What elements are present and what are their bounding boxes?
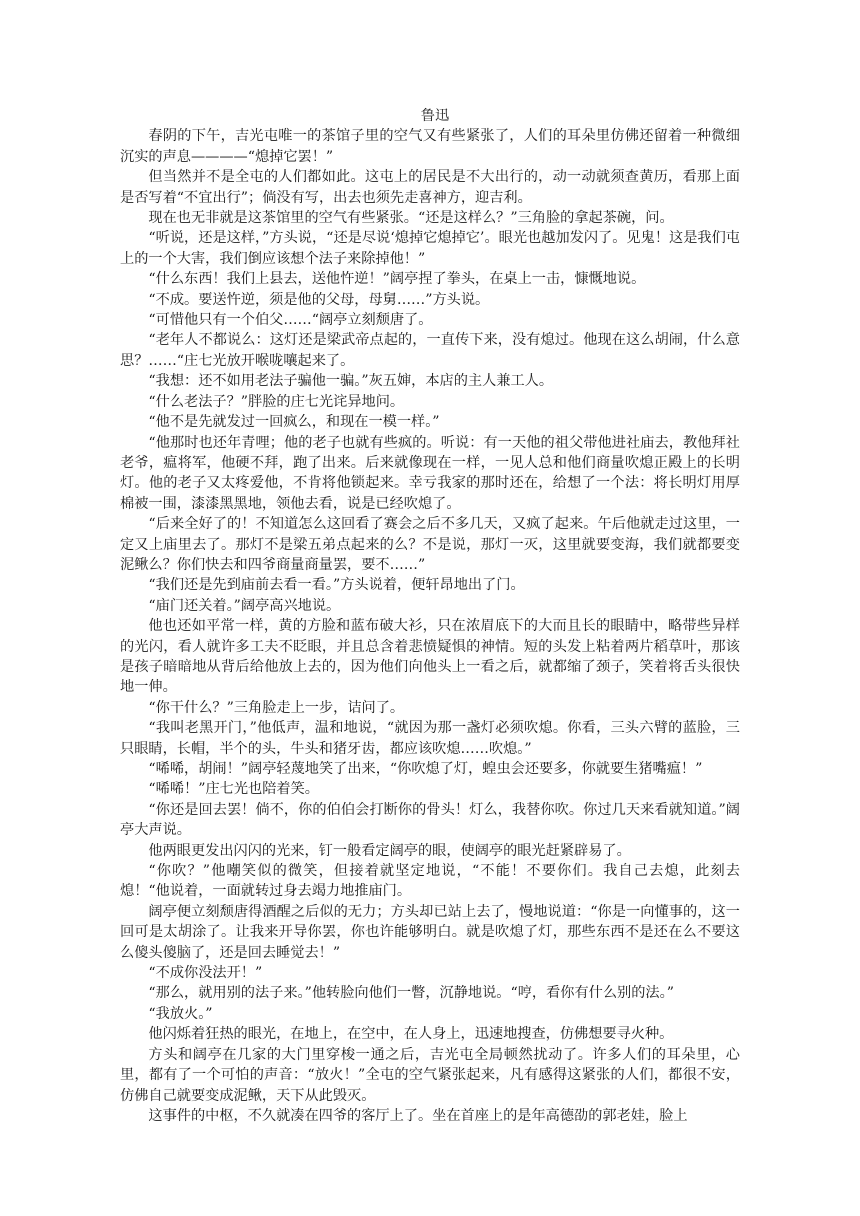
paragraph: “唏唏，胡闹！”阔亭轻蔑地笑了出来，“你吹熄了灯，蝗虫会还要多，你就要生猪嘴瘟！” [148,761,703,777]
paragraph: “什么老法子？”胖脸的庄七光诧异地问。 [148,393,405,410]
paragraph: 现在也无非就是这茶馆里的空气有些紧张。“还是这样么？”三角脸的拿起茶碗，问。 [148,210,674,227]
author-name: 鲁迅 [420,108,450,124]
paragraph: “老年人不都说么：这灯还是梁武帝点起的，一直传下来，没有熄过。他现在这么胡闹，什么意思？……“庄七光放开喉咙嚷起来了。 [120,332,740,369]
paragraph: “什么东西！我们上县去，送他忤逆！”阔亭捏了拳头，在桌上一击，慷慨地说。 [148,271,646,288]
paragraph: “他不是先就发过一回疯么，和现在一模一样。” [148,414,440,431]
paragraph: 方头和阔亭在几家的大门里穿梭一通之后，吉光屯全局顿然扰动了。许多人们的耳朵里，心里，都有了一个可怕的声音：“放火！”全屯的空气紧张起来，凡有感得这紧张的人们，都很不安，仿佛自己就要变成泥鳅，天下从此毁灭。 [120,1046,740,1104]
paragraph: “不成你没法开！” [148,965,263,982]
paragraph: “唏唏！”庄七光也陪着笑。 [148,781,319,798]
paragraph: 他闪烁着狂热的眼光，在地上，在空中，在人身上，迅速地搜查，仿佛想要寻火种。 [148,1026,674,1043]
paragraph: “不成。要送忤逆，须是他的父母，母舅……”方头说。 [148,291,490,308]
paragraph: “他那时也还年青哩；他的老子也就有些疯的。听说：有一天他的祖父带他进社庙去，教他拜社老爷，瘟将军，他硬不拜，跑了出来。后来就像现在一样，一见人总和他们商量吹熄正殿上的长明灯。他的老子又太疼爱他，不肯将他锁起来。幸亏我家的那时还在，给想了一个法：将长明灯用厚棉被一围，漆漆黑黑地，领他去看，说是已经吹熄了。 [120,434,740,512]
paragraph: “后来全好了的！不知道怎么这回看了赛会之后不多几天，又疯了起来。午后他就走过这里，一定又上庙里去了。那灯不是梁五弟点起来的么？不是说，那灯一灭，这里就要变海，我们就都要变泥鳅么？你们快去和四爷商量商量罢，要不……” [120,516,740,573]
paragraph: “可惜他只有一个伯父……“阔亭立刻颓唐了。 [148,312,433,329]
paragraph: “我放火。” [148,1005,213,1022]
paragraph: 他也还如平常一样，黄的方脸和蓝布破大衫，只在浓眉底下的大而且长的眼睛中，略带些异样的光闪，看人就许多工夫不眨眼，并且总含着悲愤疑惧的神情。短的头发上粘着两片稻草叶，那该是孩子暗暗地从背后给他放上去的，因为他们向他头上一看之后，就都缩了颈子，笑着将舌头很快地一伸。 [120,618,740,696]
paragraph: 阔亭便立刻颓唐得酒醒之后似的无力；方头却已站上去了，慢地说道：“你是一向懂事的，这一回可是太胡涂了。让我来开导你罢，你也许能够明白。就是吹熄了灯，那些东西不是还在么不要这么傻头傻脑了，还是回去睡觉去！” [120,903,740,961]
paragraph: 但当然并不是全屯的人们都如此。这屯上的居民是不大出行的，动一动就须查黄历，看那上面是否写着“不宜出行”；倘没有写，出去也须先走喜神方，迎吉利。 [120,169,740,206]
paragraph: “你还是回去罢！倘不，你的伯伯会打断你的骨头！灯么，我替你吹。你过几天来看就知道。”阔亭大声说。 [120,801,740,839]
paragraph: 这事件的中枢，不久就凑在四爷的客厅上了。坐在首座上的是年高德劭的郭老娃，脸上 [148,1107,688,1124]
paragraph: “我想：还不如用老法子骗他一骗。”灰五婶，本店的主人兼工人。 [148,373,554,390]
paragraph: 春阴的下午，吉光屯唯一的茶馆子里的空气又有些紧张了，人们的耳朵里仿佛还留着一种微细沉实的声息————“熄掉它罢！” [120,128,740,165]
paragraph: “我们还是先到庙前去看一看。”方头说着，便轩昂地出了门。 [148,577,525,594]
paragraph: “那么，就用别的法子来。”他转脸向他们一瞥，沉静地说。“哼，看你有什么别的法。” [148,985,674,1002]
paragraph: “你吹？”他嘲笑似的微笑，但接着就坚定地说，“不能！不要你们。我自己去熄，此刻去熄！“他说着，一面就转过身去竭力地推庙门。 [120,863,740,900]
paragraph: 他两眼更发出闪闪的光来，钉一般看定阔亭的眼，使阔亭的眼光赶紧辟易了。 [148,842,631,859]
paragraph: “你干什么？”三角脸走上一步，诘问了。 [148,699,405,716]
paragraph: “庙门还关着。”阔亭高兴地说。 [148,597,341,614]
paragraph: “我叫老黑开门，”他低声，温和地说，“就因为那一盏灯必须吹熄。你看，三头六臂的蓝脸，三只眼睛，长帽，半个的头，牛头和猪牙齿，都应该吹熄……吹熄。” [120,720,740,757]
article-body [120,106,740,1126]
paragraph: “听说，还是这样，”方头说，“还是尽说‘熄掉它熄掉它’。眼光也越加发闪了。见鬼！这是我们屯上的一个大害，我们倒应该想个法子来除掉他！” [120,230,740,267]
